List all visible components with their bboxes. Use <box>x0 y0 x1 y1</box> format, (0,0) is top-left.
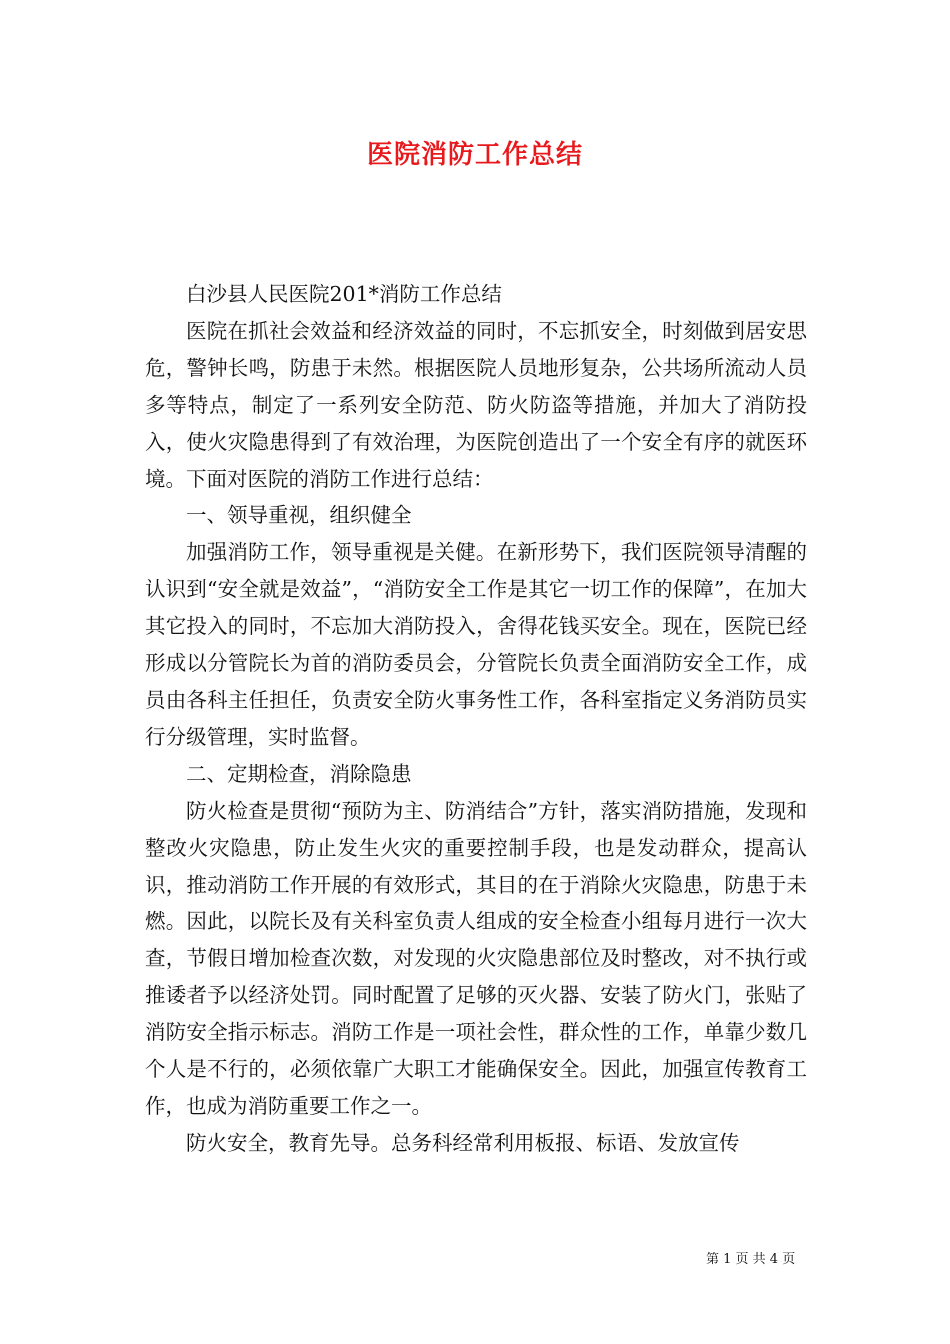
paragraph-section-2: 防火检查是贯彻“预防为主、防消结合”方针，落实消防措施，发现和整改火灾隐患，防止发生火灾的重要控制手段，也是发动群众，提高认识，推动消防工作开展的有效形式，其目的在于消除火灾隐患，防患于未燃。因此，以院长及有关科室负责人组成的安全检查小组每月进行一次大查，节假日增加检查次数，对发现的火灾隐患部位及时整改，对不执行或推诿者予以经济处罚。同时配置了足够的灭火器、安装了防火门，张贴了消防安全指示标志。消防工作是一项社会性，群众性的工作，单靠少数几个人是不行的，必须依靠广大职工才能确保安全。因此，加强宣传教育工作，也成为消防重要工作之一。 <box>145 798 807 1118</box>
paragraph-education: 防火安全，教育先导。总务科经常利用板报、标语、发放宣传 <box>186 1130 740 1155</box>
paragraph-intro: 医院在抓社会效益和经济效益的同时，不忘抓安全，时刻做到居安思危，警钟长鸣，防患于未然。根据医院人员地形复杂，公共场所流动人员多等特点，制定了一系列安全防范、防火防盗等措施，并加大了消防投入，使火灾隐患得到了有效治理，为医院创造出了一个安全有序的就医环境。下面对医院的消防工作进行总结： <box>145 318 807 491</box>
section-heading-2: 二、定期检查，消除隐患 <box>186 761 412 786</box>
page-footer: 第 1 页 共 4 页 <box>706 1252 796 1267</box>
document-body <box>145 276 807 1162</box>
page-title: 医院消防工作总结 <box>366 140 583 170</box>
section-heading-1: 一、领导重视，组织健全 <box>186 503 412 528</box>
paragraph-heading: 白沙县人民医院201*消防工作总结 <box>186 282 502 306</box>
paragraph-section-1: 加强消防工作，领导重视是关健。在新形势下，我们医院领导清醒的认识到“安全就是效益”，“消防安全工作是其它一切工作的保障”，在加大其它投入的同时，不忘加大消防投入，舍得花钱买安全。现在，医院已经形成以分管院长为首的消防委员会，分管院长负责全面消防安全工作，成员由各科主任担任，负责安全防火事务性工作，各科室指定义务消防员实行分级管理，实时监督。 <box>145 540 807 749</box>
